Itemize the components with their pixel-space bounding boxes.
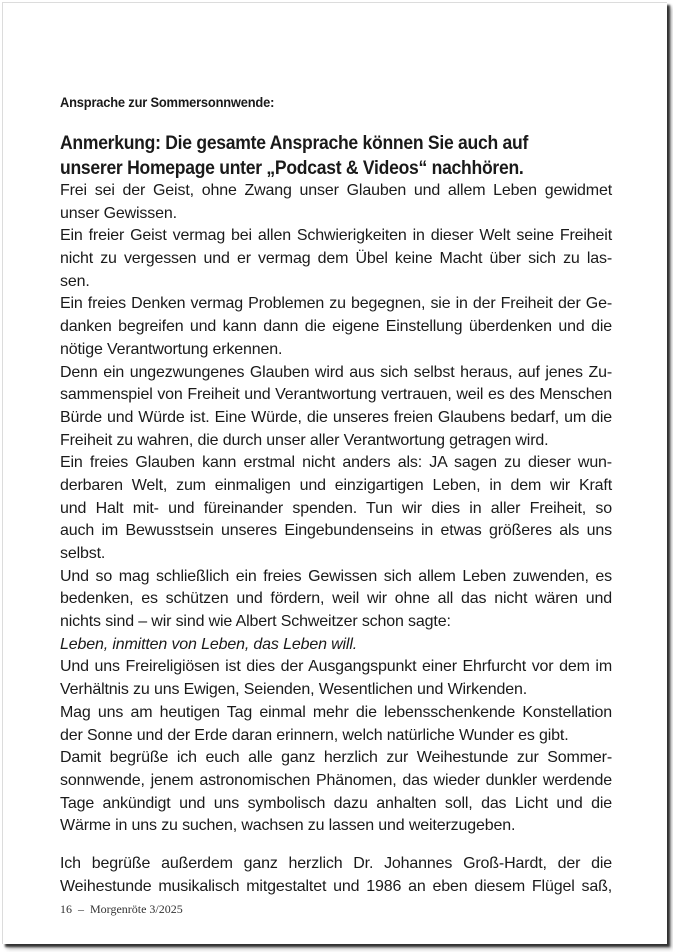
note-line: Anmerkung: Die gesamte Ansprache können Sie auch auf: [60, 132, 529, 154]
text-line: Freiheit zu wahren, die durch unser aller Verantwortung getragen wird.: [60, 431, 549, 449]
text-line: sonnwende, jenem astronomischen Phänomen, das wieder dunkler werdende: [60, 771, 612, 789]
text-line: Mag uns am heutigen Tag einmal mehr die lebensschenkende Konstellation: [60, 703, 612, 721]
text-line: Ich begrüße außerdem ganz herzlich Dr. Johannes Groß-Hardt, der die: [60, 854, 612, 872]
note-line: unserer Homepage unter „Podcast & Videos“ nachhören.: [60, 157, 524, 179]
page-number: 16: [60, 902, 72, 916]
text-line: der Sonne und der Erde daran erinnern, welch natürliche Wunder es gibt.: [60, 726, 569, 744]
text-line: sammenspiel von Freiheit und Verantwortung vertrauen, weil es des Menschen: [60, 386, 612, 404]
text-line: Ein freier Geist vermag bei allen Schwierigkeiten in dieser Welt seine Freiheit: [60, 227, 612, 245]
text-line: Weihestunde musikalisch mitgestaltet und 1986 an eben diesem Flügel saß,: [60, 877, 612, 895]
text-line: Damit begrüße ich euch alle ganz herzlich zur Weihestunde zur Sommer-: [60, 749, 612, 767]
text-line: auch im Bewusstsein unseres Eingebundenseins in etwas größeres als uns: [60, 522, 612, 540]
text-line: derbaren Welt, zum einmaligen und einzigartigen Leben, in dem wir Kraft: [60, 476, 612, 494]
paragraph: [60, 452, 612, 565]
paragraph: [60, 566, 612, 634]
text-line: Bürde und Würde ist. Eine Würde, die unseres freien Glaubens bedarf, um die: [60, 408, 612, 426]
paragraph: [60, 702, 612, 747]
text-line: Leben, inmitten von Leben, das Leben will.: [60, 635, 358, 653]
text-line: nötige Verantwortung erkennen.: [60, 340, 283, 358]
section-label: Ansprache zur Sommersonnwende:: [60, 94, 275, 110]
text-line: und Halt mit- und füreinander spenden. Tun wir dies in aller Freiheit, so: [60, 499, 612, 517]
text-line: sen.: [60, 272, 90, 290]
paragraph: [60, 225, 612, 293]
text-line: Tage ankündigt und uns symbolisch dazu anhalten soll, das Licht und die: [60, 794, 612, 812]
text-line: selbst.: [60, 545, 106, 562]
document-page: [2, 2, 667, 944]
paragraph: [60, 362, 612, 453]
paragraph: [60, 656, 612, 701]
text-line: danken begreifen und kann dann die eigene Einstellung überdenken und die: [60, 318, 612, 336]
paragraph-gap: [60, 838, 612, 853]
text-line: nicht zu vergessen und er vermag dem Übel keine Macht über sich zu las-: [60, 250, 612, 268]
paragraph: [60, 747, 612, 838]
text-line: bedenken, es schützen und fördern, weil wir ohne all das nicht wären und: [60, 590, 612, 608]
text-line: Und uns Freireligiösen ist dies der Ausgangspunkt einer Ehrfurcht vor dem im: [60, 658, 612, 676]
text-line: Denn ein ungezwungenes Glauben wird aus sich selbst heraus, auf jenes Zu-: [60, 363, 612, 381]
paragraph: [60, 180, 612, 225]
paragraph: [60, 853, 612, 898]
podcast-note: [60, 131, 600, 181]
text-line: nichts sind – wir sind wie Albert Schweitzer schon sagte:: [60, 613, 451, 631]
text-line: Ein freies Denken vermag Problemen zu begegnen, sie in der Freiheit der Ge-: [60, 295, 612, 313]
text-line: Ein freies Glauben kann erstmal nicht anders als: JA sagen zu dieser wun-: [60, 454, 612, 472]
text-line: Wärme in uns zu suchen, wachsen zu lassen und weiterzugeben.: [60, 817, 516, 835]
text-line: unser Gewissen.: [60, 204, 177, 222]
paragraph: [60, 293, 612, 361]
speech-body: [60, 180, 612, 898]
footer-separator: –: [78, 902, 84, 916]
text-line: Frei sei der Geist, ohne Zwang unser Glauben und allem Leben gewidmet: [60, 182, 612, 199]
text-line: Verhältnis zu uns Ewigen, Seienden, Wesentlichen und Wirkenden.: [60, 681, 527, 699]
publication-issue: Morgenröte 3/2025: [90, 902, 183, 916]
quote-paragraph: [60, 634, 612, 657]
page-footer: [60, 902, 183, 917]
text-line: Und so mag schließlich ein freies Gewissen sich allem Leben zuwenden, es: [60, 567, 612, 585]
